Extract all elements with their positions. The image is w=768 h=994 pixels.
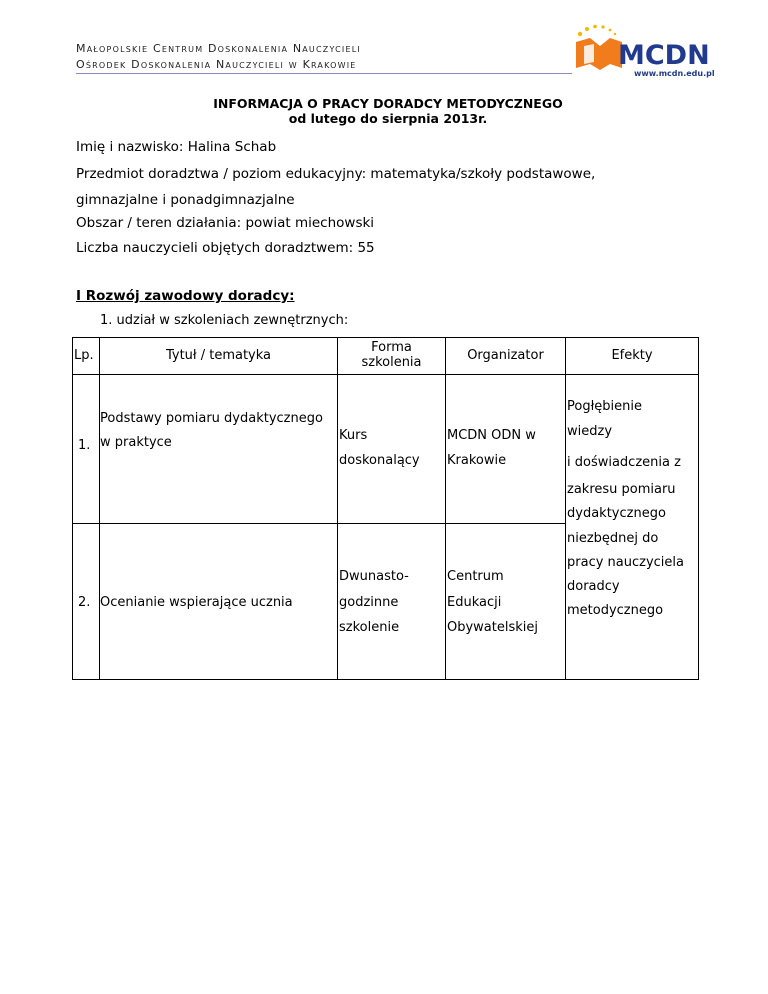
document-title [76,96,700,126]
row-2-form-line-3: szkolenie [339,620,400,635]
column-divider [445,337,446,680]
header-form-line-1: Forma [371,340,412,355]
row-2-form-line-1: Dwunasto- [339,569,409,584]
row-2-organizer-line-2: Edukacji [447,595,502,610]
row-1-form-line-1: Kurs [339,428,368,443]
row-1-title-line-2: w praktyce [100,435,172,450]
header-divider [76,73,572,74]
logo-book-shape [576,38,622,70]
logo-star [585,27,589,31]
column-divider [565,337,566,680]
row-divider [72,523,566,524]
logo-star [609,29,612,32]
header-title: Tytuł / tematyka [165,348,272,363]
effects-line: Pogłębienie [567,399,642,414]
header-effects: Efekty [611,348,653,363]
row-1-organizer-line-2: Krakowie [447,453,507,468]
institution-branch: Ośrodek Doskonalenia Nauczycieli w Krakowie [76,58,357,71]
logo-text: MCDN [618,40,710,71]
column-divider [337,337,338,680]
logo-figure [584,44,594,64]
table-border-top [72,337,699,338]
training-table [72,337,699,680]
logo-url: www.mcdn.edu.pl [634,69,715,78]
logo-star [614,33,616,35]
row-2-title: Ocenianie wspierające ucznia [100,595,293,610]
header-form-line-2: szkolenia [361,355,422,370]
institution-name: Małopolskie Centrum Doskonalenia Nauczycieli [76,42,361,55]
header-lp: Lp. [74,348,94,363]
subject-line-1: Przedmiot doradztwa / poziom edukacyjny: matematyka/szkoły podstawowe, [76,166,596,182]
title-line-1: INFORMACJA O PRACY DORADCY METODYCZNEGO [213,96,563,111]
header-organizer: Organizator [467,348,544,363]
row-1-form-line-2: doskonalący [339,453,420,468]
column-divider [99,337,100,680]
row-2-lp: 2. [78,595,91,610]
logo-star [593,25,597,29]
effects-line: pracy nauczyciela [567,555,684,570]
effects-line: metodycznego [567,603,664,618]
subsection-label: 1. udział w szkoleniach zewnętrznych: [100,313,349,328]
effects-line: doradcy [567,579,620,594]
row-1-organizer-line-1: MCDN ODN w [447,428,536,443]
table-border-right [698,337,699,680]
advisor-name: Imię i nazwisko: Halina Schab [76,139,277,155]
area-of-activity: Obszar / teren działania: powiat miechowski [76,215,375,231]
table-border-bottom [72,679,699,680]
teacher-count: Liczba nauczycieli objętych doradztwem: 55 [76,240,375,256]
effects-line: i doświadczenia z [567,455,681,470]
mcdn-logo [574,24,715,80]
effects-line: dydaktycznego [567,506,666,521]
header-row-divider [72,374,699,375]
section-heading: I Rozwój zawodowy doradcy: [76,288,295,304]
effects-line: niezbędnej do [567,531,659,546]
title-line-2: od lutego do sierpnia 2013r. [288,111,488,126]
row-2-organizer-line-3: Obywatelskiej [447,620,539,635]
subject-line-2: gimnazjalne i ponadgimnazjalne [76,192,295,208]
row-2-organizer-line-1: Centrum [447,569,504,584]
logo-star [601,25,604,28]
row-1-title-line-1: Podstawy pomiaru dydaktycznego [100,411,323,426]
logo-star [578,32,582,36]
effects-line: wiedzy [567,424,613,439]
row-1-lp: 1. [78,438,91,453]
effects-line: zakresu pomiaru [567,482,676,497]
row-2-form-line-2: godzinne [339,595,399,610]
table-border-left [72,337,73,680]
